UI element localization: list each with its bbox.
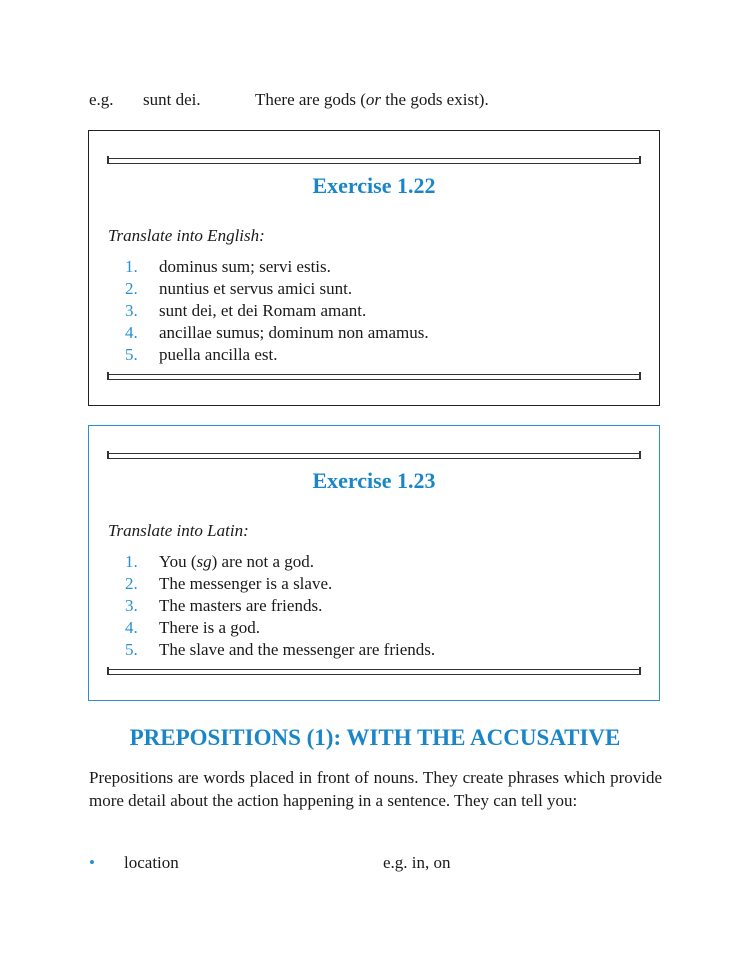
intro-paragraph: Prepositions are words placed in front of nouns. They create phrases which provide more detail about the action happening in a sentence. They can tell you: <box>89 768 662 810</box>
bottom-rule <box>107 374 641 380</box>
bullet-label: location <box>124 853 179 872</box>
exercise-box-1-23 <box>88 425 660 701</box>
top-rule <box>107 158 641 164</box>
example-prefix: e.g. <box>89 90 114 109</box>
list-item: 5. The slave and the messenger are friends. <box>125 640 436 659</box>
exercise-list <box>125 551 435 661</box>
top-rule <box>107 453 641 459</box>
exercise-instruction: Translate into Latin: <box>108 521 249 540</box>
list-item: 3. sunt dei, et dei Romam amant. <box>125 301 367 320</box>
exercise-instruction: Translate into English: <box>108 226 265 245</box>
list-item: 1. dominus sum; servi estis. <box>125 257 331 276</box>
exercise-box-1-22 <box>88 130 660 406</box>
bottom-rule <box>107 669 641 675</box>
exercise-title: Exercise 1.22 <box>312 173 436 198</box>
list-item: 1. You (sg) are not a god. <box>125 552 315 571</box>
list-item: 5. puella ancilla est. <box>125 345 278 364</box>
example-latin: sunt dei. <box>143 90 201 109</box>
bullet-icon: • <box>89 853 95 872</box>
list-item: 4. ancillae sumus; dominum non amamus. <box>125 323 429 342</box>
list-item: 2. The messenger is a slave. <box>125 574 333 593</box>
example-english: There are gods (or the gods exist). <box>255 90 489 109</box>
exercise-title: Exercise 1.23 <box>312 468 436 493</box>
list-item: 2. nuntius et servus amici sunt. <box>125 279 353 298</box>
exercise-list <box>125 256 429 366</box>
list-item: 4. There is a god. <box>125 618 261 637</box>
section-heading: PREPOSITIONS (1): WITH THE ACCUSATIVE <box>129 725 621 750</box>
bullet-example: e.g. in, on <box>383 853 451 872</box>
list-item: 3. The masters are friends. <box>125 596 323 615</box>
